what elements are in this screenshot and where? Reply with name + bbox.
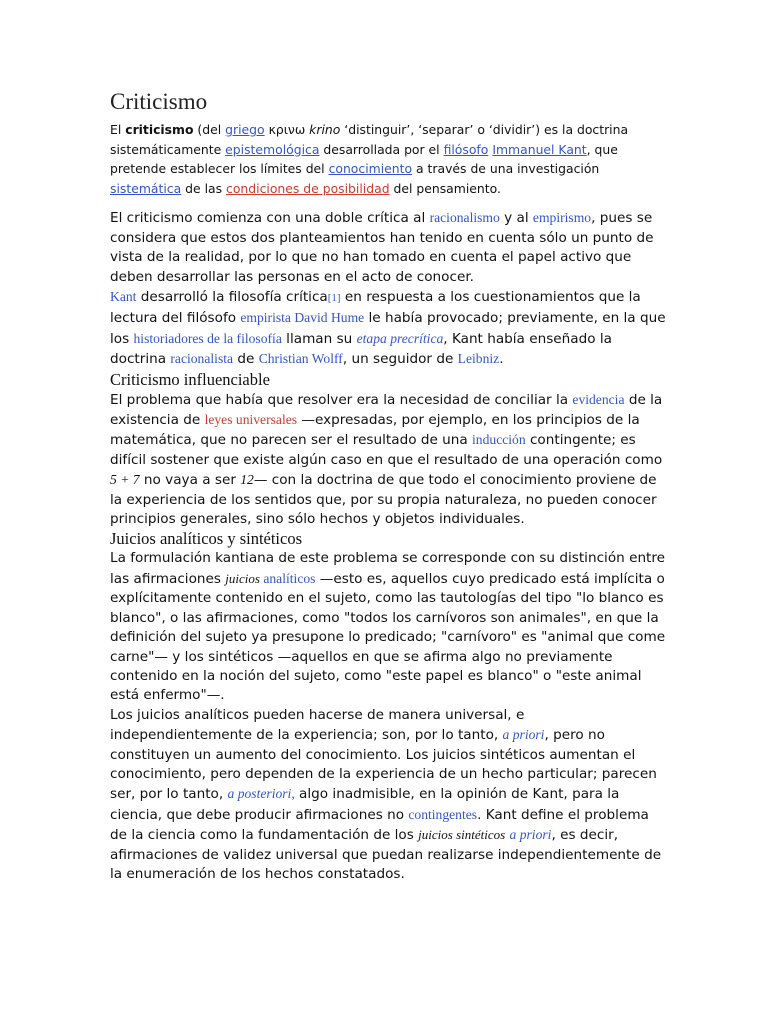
link-evidencia[interactable]: evidencia <box>572 391 625 407</box>
italic-link-text: a priori <box>509 827 552 843</box>
paragraph-1 <box>110 208 670 287</box>
text: κρινω <box>264 122 310 137</box>
link-kant[interactable]: Kant <box>110 289 137 304</box>
text: —esto es, aquellos cuyo predicado está implícita o explícitamente contenido en el sujeto, como las tautologías del tipo "lo blanco es blanco", o las afirmaciones, como "todos los carnívoros son animales", en que la definición del sujeto ya presupone lo predicado; "carnívoro" es "animal que come carne"— y los sintéticos —aquellos en que se afirma algo no previamente contenido en la noción del sujeto, como "este papel es blanco" o "este animal está enfermo"—. <box>110 570 666 704</box>
link-griego[interactable]: griego <box>225 122 265 137</box>
reference-link[interactable]: [1] <box>327 292 341 304</box>
link-leibniz[interactable]: Leibniz <box>457 351 500 367</box>
text: de las <box>181 180 227 196</box>
text: ‘distinguir’, ‘separar’ o ‘dividir’) es la doctrina sistemáticamente <box>110 122 629 157</box>
link-racionalismo[interactable]: racionalismo <box>429 210 500 226</box>
link-racionalista[interactable]: racionalista <box>170 351 234 367</box>
paragraph-4 <box>110 549 670 705</box>
italic-term: juicios <box>225 570 260 586</box>
italic-link-text: etapa precrítica <box>356 330 444 346</box>
link-induccion[interactable]: inducción <box>472 432 526 448</box>
paragraph-2 <box>110 287 670 370</box>
link-epistemologica[interactable]: epistemológica <box>225 141 320 157</box>
text: desarrollada por el <box>319 141 444 157</box>
link-a-priori[interactable] <box>503 727 545 742</box>
link-empirista-david-hume[interactable]: empirista David Hume <box>240 310 365 326</box>
text: le había provocado; previamente, en la que los <box>110 310 666 347</box>
article-body <box>110 208 728 884</box>
link-historiadores-de-la-filosofia[interactable]: historiadores de la filosofía <box>133 330 282 346</box>
text: a través de una investigación <box>412 161 600 177</box>
text: de <box>233 351 259 368</box>
text: — con la doctrina de que todo el conocimiento proviene de la experiencia de los sentidos que, por su propia naturaleza, no pueden conocer principios generales, sino sólo hechos y objetos individuales. <box>110 472 657 528</box>
link-christian-wolff[interactable]: Christian Wolff <box>258 351 343 367</box>
text: —expresadas, por ejemplo, en los principios de la matemática, que no parecen ser el resultado de una <box>110 412 640 449</box>
link-a-priori-2[interactable] <box>510 827 552 842</box>
link-a-posteriori[interactable] <box>228 786 295 801</box>
text: . Kant define el problema de la ciencia como la fundamentación de los <box>110 806 649 844</box>
italic-link-text: a priori <box>502 727 545 743</box>
text: El <box>110 122 126 137</box>
text: , es decir, afirmaciones de validez universal que puedan realizarse independientemente de la enumeración de los hechos constatados. <box>110 827 662 882</box>
paragraph-3 <box>110 390 670 530</box>
link-juicios-analiticos[interactable]: analíticos <box>259 570 316 586</box>
text: El problema que había que resolver era la necesidad de conciliar la <box>110 391 573 408</box>
text: El criticismo comienza con una doble crítica al <box>110 210 430 227</box>
text: no vaya a ser <box>139 472 241 489</box>
text: algo inadmisible, en la opinión de Kant, para la ciencia, que debe producir afirmaciones no <box>110 786 620 823</box>
text: , Kant había enseñado la doctrina <box>110 330 612 368</box>
paragraph-5 <box>110 706 670 885</box>
text: . <box>499 351 504 368</box>
text: , pero no constituyen un aumento del conocimiento. Los juicios sintéticos aumentan el conocimiento, pero dependen de la experiencia de un hecho particular; parecen ser, por lo tanto, <box>110 727 657 803</box>
link-conocimiento[interactable]: conocimiento <box>328 161 413 177</box>
text: , pues se considera que estos dos planteamientos han tenido en cuenta sólo un punto de vista de la realidad, por lo que no han tomado en cuenta el papel activo que deben desarrollar las personas en el acto de conocer. <box>110 210 654 285</box>
section-heading-criticismo-influenciable: Criticismo influenciable <box>110 369 270 389</box>
link-etapa-precritica[interactable] <box>357 331 444 346</box>
link-sistematica[interactable]: sistemática <box>110 180 182 196</box>
link-empirismo[interactable]: empirismo <box>532 210 592 226</box>
text: llaman su <box>281 330 357 347</box>
page-title: Criticismo <box>110 89 208 114</box>
text: en respuesta a los cuestionamientos que la lectura del filósofo <box>110 289 641 327</box>
italic-term: krino <box>309 122 341 137</box>
section-heading-juicios-analiticos-y-sinteticos: Juicios analíticos y sintéticos <box>110 529 303 549</box>
italic-term: juicios sintéticos <box>418 827 506 843</box>
text: del pensamiento. <box>389 180 501 196</box>
math-expression: 12 <box>240 472 254 488</box>
link-contingentes[interactable]: contingentes <box>408 806 478 822</box>
text: de la existencia de <box>110 391 663 429</box>
math-expression: 5 + 7 <box>110 472 140 488</box>
bold-term: criticismo <box>125 122 194 137</box>
text: contingente; es difícil sostener que existe algún caso en que el resultado de una operación como <box>110 432 663 468</box>
link-condiciones-de-posibilidad[interactable]: condiciones de posibilidad <box>226 180 390 196</box>
intro-paragraph <box>110 120 630 198</box>
text: , que pretende establecer los límites del <box>110 141 618 177</box>
text: (del <box>193 122 226 137</box>
link-immanuel-kant[interactable]: Immanuel Kant <box>492 141 587 157</box>
text: y al <box>499 210 533 227</box>
text: Los juicios analíticos pueden hacerse de manera universal, e independientemente de la experiencia; son, por lo tanto, <box>110 706 525 744</box>
italic-link-text: a posteriori, <box>227 786 295 802</box>
text: , un seguidor de <box>342 351 458 368</box>
link-leyes-universales[interactable]: leyes universales <box>204 412 298 428</box>
text: desarrolló la filosofía crítica <box>136 289 328 305</box>
link-filosofo[interactable]: filósofo <box>443 141 489 157</box>
text: La formulación kantiana de este problema se corresponde con su distinción entre las afirmaciones <box>110 550 666 587</box>
